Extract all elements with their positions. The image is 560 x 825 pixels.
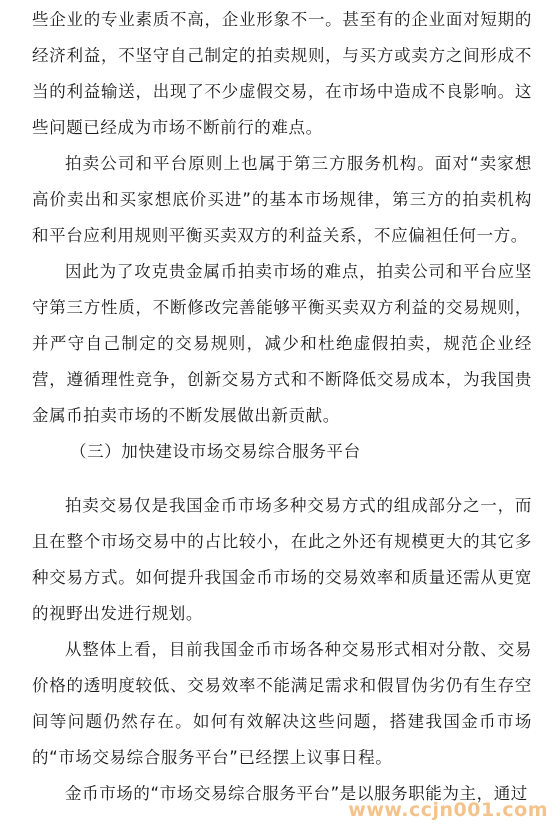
site-watermark: www.ccjn001.com (348, 799, 548, 821)
paragraph-3: 因此为了攻克贵金属币拍卖市场的难点，拍卖公司和平台应坚守第三方性质，不断修改完善能够平衡买卖双方利益的交易规则，并严守自己制定的交易规则，减少和杜绝虚假拍卖，规范企业经营，遵循理性竞争，创新交易方式和不断降低交易成本，为我国贵金属币拍卖市场的不断发展做出新贡献。 (32, 262, 532, 425)
paragraph-1: 些企业的专业素质不高，企业形象不一。甚至有的企业面对短期的经济利益，不坚守自己制定的拍卖规则，与买方或卖方之间形成不当的利益输送，出现了不少虚假交易，在市场中造成不良影响。这些问题已经成为市场不断前行的难点。 (32, 10, 532, 137)
paragraph-5: 从整体上看，目前我国金币市场各种交易形式相对分散、交易价格的透明度较低、交易效率不能满足需求和假冒伪劣仍有生存空间等问题仍然存在。如何有效解决这些问题，搭建我国金币市场的“市场交易综合服务平台”已经摆上议事日程。 (32, 640, 532, 767)
paragraph-4: 拍卖交易仅是我国金币市场多种交易方式的组成部分之一，而且在整个市场交易中的占比较小，在此之外还有规模更大的其它多种交易方式。如何提升我国金币市场的交易效率和质量还需从更宽的视野出发进行规划。 (32, 496, 532, 623)
section-heading: （三）加快建设市场交易综合服务平台 (70, 442, 361, 461)
paragraph-2: 拍卖公司和平台原则上也属于第三方服务机构。面对“卖家想高价卖出和买家想底价买进”的基本市场规律，第三方的拍卖机构和平台应利用规则平衡买卖双方的利益关系，不应偏袒任何一方。 (32, 154, 532, 245)
paragraph-6: 金币市场的“市场交易综合服务平台”是以服务职能为主，通过 (65, 784, 528, 803)
